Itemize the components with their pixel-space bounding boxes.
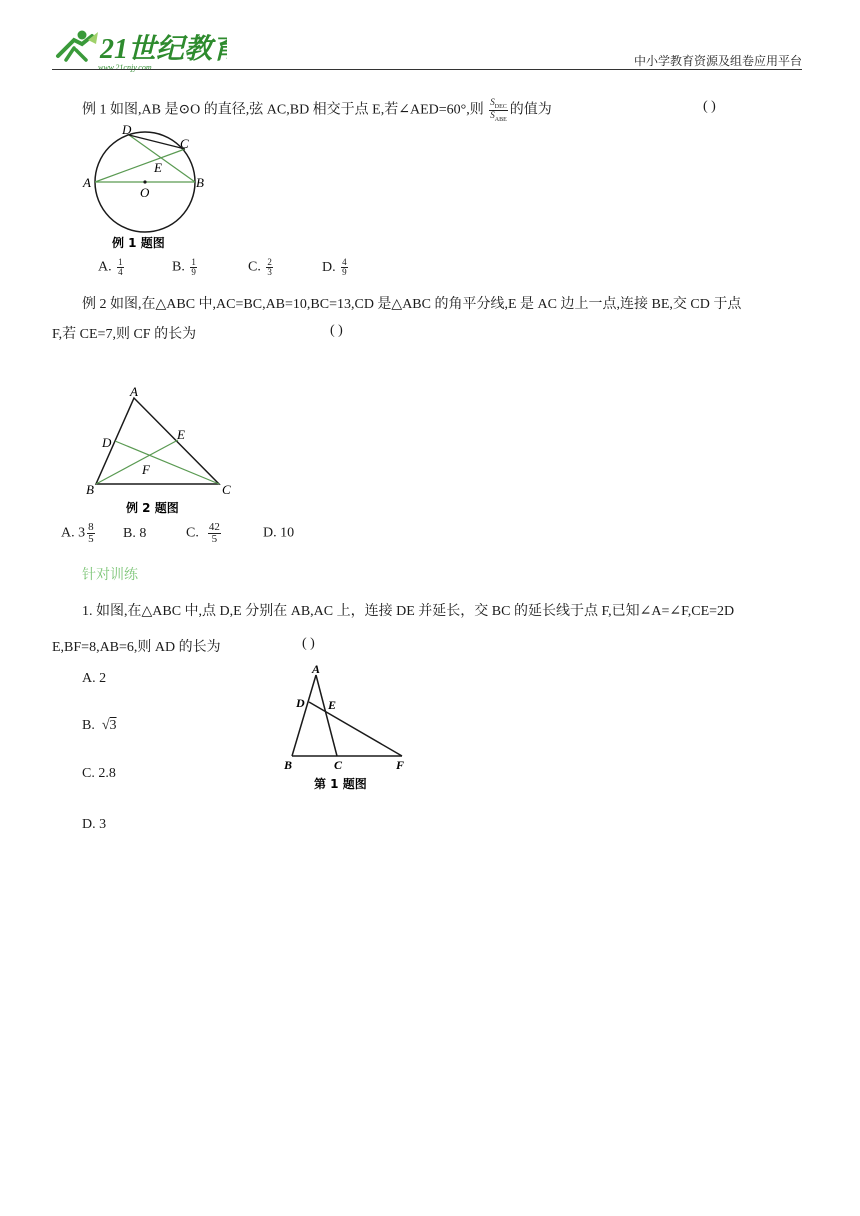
segment-ab xyxy=(292,675,316,756)
problem1-option-b: B. √3 xyxy=(82,718,117,733)
label-f: F xyxy=(142,462,150,477)
center-point xyxy=(143,180,146,183)
label-b: B xyxy=(86,482,94,497)
logo-url: www.21cnjy.com xyxy=(98,63,152,72)
example1-text: 例 1 如图,AB 是⊙O 的直径,弦 AC,BD 相交于点 E,若∠AED=60°,则 xyxy=(82,102,484,118)
example2-line1: 例 2 如图,在△ABC 中,AC=BC,AB=10,BC=13,CD 是△ABC 的角平分线,E 是 AC 边上一点,连接 BE,交 CD 于点 xyxy=(82,297,742,312)
example2-answer-paren: ( ) xyxy=(330,323,343,338)
label-a: A xyxy=(83,175,91,190)
label-e: E xyxy=(177,427,185,442)
label-o: O xyxy=(140,185,150,200)
label-e: E xyxy=(154,160,162,175)
example1-ratio: $\frac{S_{DEC}}{S_{ABE}}$ xyxy=(490,97,507,123)
problem1-answer-paren: ( ) xyxy=(302,636,315,651)
segment-dc xyxy=(129,135,185,149)
problem1-option-c: C. 2.8 xyxy=(82,766,116,781)
example2-option-b: B. 8 xyxy=(123,525,147,541)
label-a: A xyxy=(130,384,138,399)
example1-option-c: C. $\frac{2}{3}$ xyxy=(248,257,272,277)
label-f: F xyxy=(396,758,405,772)
example2-line2: F,若 CE=7,则 CF 的长为 ( ) xyxy=(52,323,343,342)
example2-caption: 例 2 题图 xyxy=(126,501,179,515)
example1-question xyxy=(82,98,552,123)
label-c: C xyxy=(334,758,343,772)
example1-answer-paren: ( ) xyxy=(703,99,716,114)
label-c: C xyxy=(180,136,189,151)
example1-option-b: B. $\frac{1}{9}$ xyxy=(172,257,196,277)
sqrt-symbol: √3 xyxy=(98,718,117,733)
problem1-option-a: A. 2 xyxy=(82,671,107,686)
example2-diagram xyxy=(84,384,244,520)
label-a: A xyxy=(312,662,321,676)
example1-diagram xyxy=(82,120,222,255)
example2-options xyxy=(61,522,294,545)
runner-logo-icon xyxy=(52,26,227,74)
segment-df xyxy=(309,702,402,756)
example1-tail: 的值为 xyxy=(509,102,552,118)
site-logo xyxy=(52,26,227,74)
header-divider xyxy=(52,69,802,70)
problem1-diagram xyxy=(280,662,415,794)
problem1-caption: 第 1 题图 xyxy=(314,777,367,791)
label-c: C xyxy=(222,482,231,497)
problem1-line2: E,BF=8,AB=6,则 AD 的长为 ( ) xyxy=(52,636,315,655)
label-b: B xyxy=(196,175,204,190)
example1-option-a: A. $\frac{1}{4}$ xyxy=(98,257,123,277)
example2-option-a: A. 3 $\frac{8}{5}$ xyxy=(61,521,94,545)
problem1-line1: 1. 如图,在△ABC 中,点 D,E 分别在 AB,AC 上，连接 DE 并延长，交 BC 的延长线于点 F,已知∠A=∠F,CE=2D xyxy=(82,604,735,619)
platform-name: 中小学教育资源及组卷应用平台 xyxy=(633,54,802,68)
logo-text: 21世纪教育 xyxy=(100,34,227,65)
example2-option-d: D. 10 xyxy=(263,525,295,541)
example1-caption: 例 1 题图 xyxy=(112,236,165,250)
label-b: B xyxy=(284,758,293,772)
example1-option-d: D. $\frac{4}{9}$ xyxy=(322,257,347,277)
example1-options xyxy=(98,258,350,277)
problem1-option-d: D. 3 xyxy=(82,817,107,832)
triangle-abc xyxy=(96,398,219,484)
label-e: E xyxy=(328,698,337,712)
label-d: D xyxy=(122,122,132,137)
label-d: D xyxy=(102,435,112,450)
example2-option-c: C. $\frac{42}{5}$ xyxy=(186,521,220,545)
section-title: 针对训练 xyxy=(82,567,138,583)
segment-cd xyxy=(115,441,219,484)
label-d: D xyxy=(296,696,305,710)
segment-ac xyxy=(316,675,337,756)
